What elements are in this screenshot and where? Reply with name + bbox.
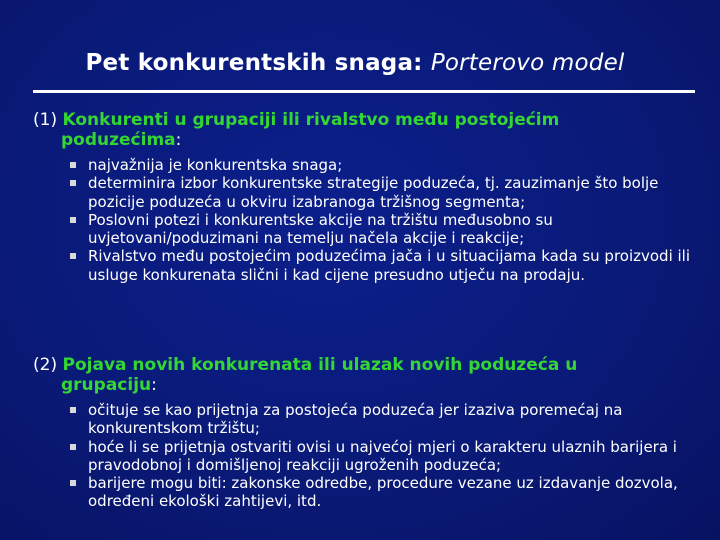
section-2-heading-line1: Pojava novih konkurenata ili ulazak novih poduzeća u <box>62 355 578 375</box>
bullet-item: barijere mogu biti: zakonske odredbe, procedure vezane uz izdavanje dozvola, određeni ekološki zahtijevi, itd. <box>70 474 693 511</box>
section-2-heading <box>33 355 693 395</box>
bullet-item: Rivalstvo među postojećim poduzećima jača i u situacijama kada su proizvodi ili usluge konkurenata slični i kad cijene presudno utječu na prodaju. <box>70 247 693 284</box>
bullet-item: hoće li se prijetnja ostvariti ovisi u najvećoj mjeri o karakteru ulaznih barijera i pravodobnoj i domišljenoj reakciji ugroženih poduzeća; <box>70 438 693 475</box>
bullet-item: očituje se kao prijetnja za postojeća poduzeća jer izaziva poremećaj na konkurentskom tržištu; <box>70 401 693 438</box>
section-2-heading-line2: grupaciju <box>61 375 152 395</box>
section-1 <box>33 110 693 284</box>
title-italic: Porterovo model <box>430 50 625 76</box>
bullet-item: determinira izbor konkurentske strategije poduzeća, tj. zauzimanje što bolje pozicije poduzeća u okviru izabranoga tržišnog segmenta; <box>70 174 693 211</box>
section-1-bullet-list <box>33 156 693 284</box>
bullet-item: Poslovni potezi i konkurentske akcije na tržištu međusobno su uvjetovani/poduzimani na temelju načela akcije i reakcije; <box>70 211 693 248</box>
section-2-bullet-list <box>33 401 693 511</box>
slide-title <box>0 50 710 76</box>
title-main: Pet konkurentskih snaga: <box>85 50 423 76</box>
section-2 <box>33 355 693 511</box>
section-1-heading-line1: Konkurenti u grupaciji ili rivalstvo među postojećim <box>62 110 560 130</box>
section-1-heading-line2: poduzećima <box>61 130 176 150</box>
section-1-suffix: : <box>175 130 182 150</box>
bullet-item: najvažnija je konkurentska snaga; <box>70 156 693 174</box>
title-underline <box>33 90 695 93</box>
section-2-number: (2) <box>33 355 58 375</box>
section-1-number: (1) <box>33 110 58 130</box>
section-1-heading <box>33 110 693 150</box>
section-2-suffix: : <box>151 375 157 395</box>
